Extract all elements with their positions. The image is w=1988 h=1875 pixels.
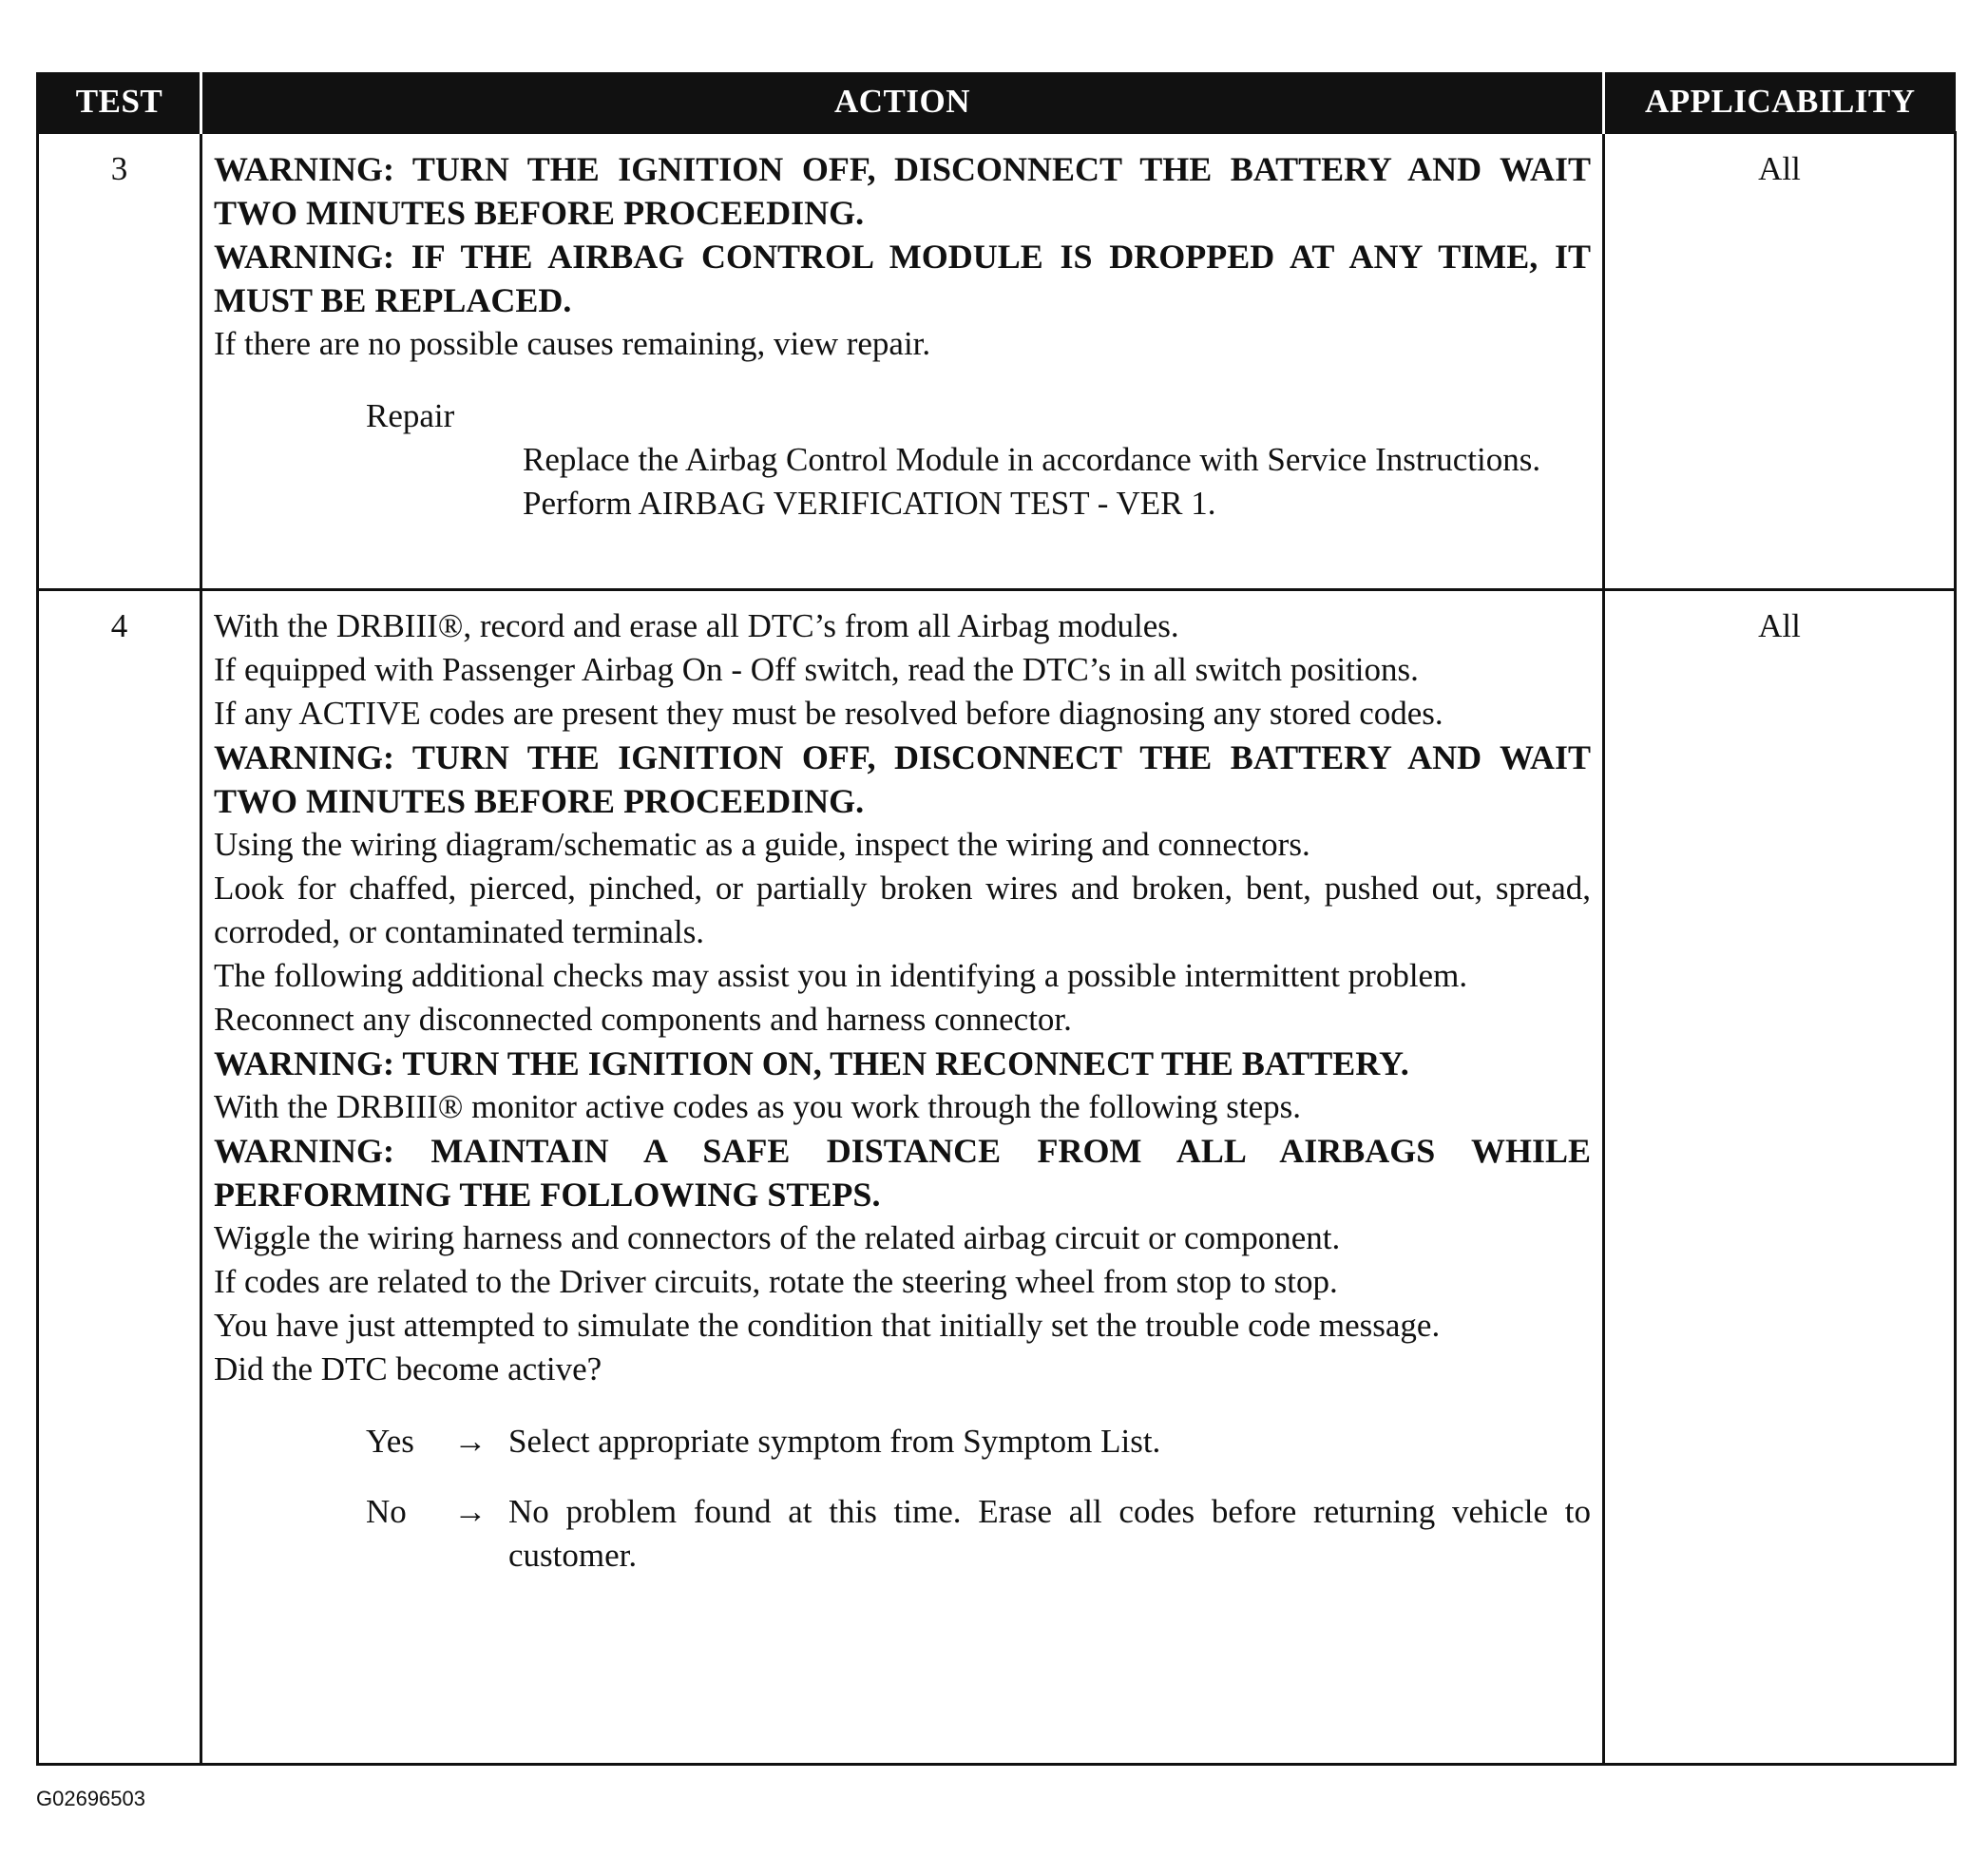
repair-heading: Repair	[366, 397, 455, 434]
choice-answer: No	[366, 1493, 407, 1530]
choice-no	[366, 1490, 1591, 1578]
applicability-value: All	[1604, 590, 1956, 1765]
instruction-text: With the DRBIII® monitor active codes as you work through the following steps.	[214, 1088, 1302, 1125]
instruction-text: You have just attempted to simulate the condition that initially set the trouble code message.	[214, 1307, 1441, 1344]
applicability-value: All	[1604, 133, 1956, 590]
test-number: 4	[38, 590, 201, 1765]
repair-step: Replace the Airbag Control Module in accordance with Service Instructions.	[523, 441, 1541, 478]
table-header-row	[38, 72, 1956, 133]
action-cell	[201, 590, 1604, 1765]
warning-text: WARNING: MAINTAIN A SAFE DISTANCE FROM ALL AIRBAGS WHILE PERFORMING THE FOLLOWING STEPS.	[214, 1132, 1591, 1214]
figure-id: G02696503	[36, 1787, 145, 1810]
repair-body	[523, 438, 1591, 526]
header-test: TEST	[38, 72, 201, 133]
instruction-text: If there are no possible causes remaining, view repair.	[214, 325, 931, 362]
header-applicability: APPLICABILITY	[1604, 72, 1956, 133]
action-cell	[201, 133, 1604, 590]
instruction-text: If any ACTIVE codes are present they must be resolved before diagnosing any stored codes.	[214, 695, 1443, 732]
instruction-text: Look for chaffed, pierced, pinched, or partially broken wires and broken, bent, pushed out, spread, corroded, or contaminated terminals.	[214, 870, 1591, 950]
choice-answer: Yes	[366, 1423, 414, 1460]
instruction-text: If codes are related to the Driver circuits, rotate the steering wheel from stop to stop.	[214, 1263, 1338, 1300]
instruction-text: The following additional checks may assist you in identifying a possible intermittent problem.	[214, 957, 1468, 994]
choice-result: Select appropriate symptom from Symptom List.	[508, 1423, 1161, 1460]
choice-result: No problem found at this time. Erase all codes before returning vehicle to customer.	[508, 1493, 1591, 1574]
diagnostic-table	[36, 72, 1957, 1766]
arrow-right-icon: →	[453, 1423, 487, 1460]
warning-text: WARNING: IF THE AIRBAG CONTROL MODULE IS DROPPED AT ANY TIME, IT MUST BE REPLACED.	[214, 238, 1591, 319]
table-row	[38, 590, 1956, 1765]
warning-text: WARNING: TURN THE IGNITION ON, THEN RECONNECT THE BATTERY.	[214, 1044, 1409, 1082]
instruction-text: Using the wiring diagram/schematic as a guide, inspect the wiring and connectors.	[214, 826, 1310, 863]
table-row	[38, 133, 1956, 590]
instruction-text: If equipped with Passenger Airbag On - Off switch, read the DTC’s in all switch positions.	[214, 651, 1419, 688]
test-number: 3	[38, 133, 201, 590]
warning-text: WARNING: TURN THE IGNITION OFF, DISCONNECT THE BATTERY AND WAIT TWO MINUTES BEFORE PROCEEDING.	[214, 150, 1591, 232]
question-text: Did the DTC become active?	[214, 1350, 602, 1387]
diagnostic-sheet	[36, 72, 1954, 1766]
instruction-text: Reconnect any disconnected components and harness connector.	[214, 1001, 1072, 1038]
warning-text: WARNING: TURN THE IGNITION OFF, DISCONNECT THE BATTERY AND WAIT TWO MINUTES BEFORE PROCEEDING.	[214, 738, 1591, 820]
instruction-text: Wiggle the wiring harness and connectors of the related airbag circuit or component.	[214, 1219, 1341, 1256]
header-action: ACTION	[201, 72, 1604, 133]
arrow-right-icon: →	[453, 1493, 487, 1530]
choice-yes	[366, 1420, 1591, 1464]
repair-step: Perform AIRBAG VERIFICATION TEST - VER 1.	[523, 485, 1216, 522]
instruction-text: With the DRBIII®, record and erase all DTC’s from all Airbag modules.	[214, 607, 1179, 644]
